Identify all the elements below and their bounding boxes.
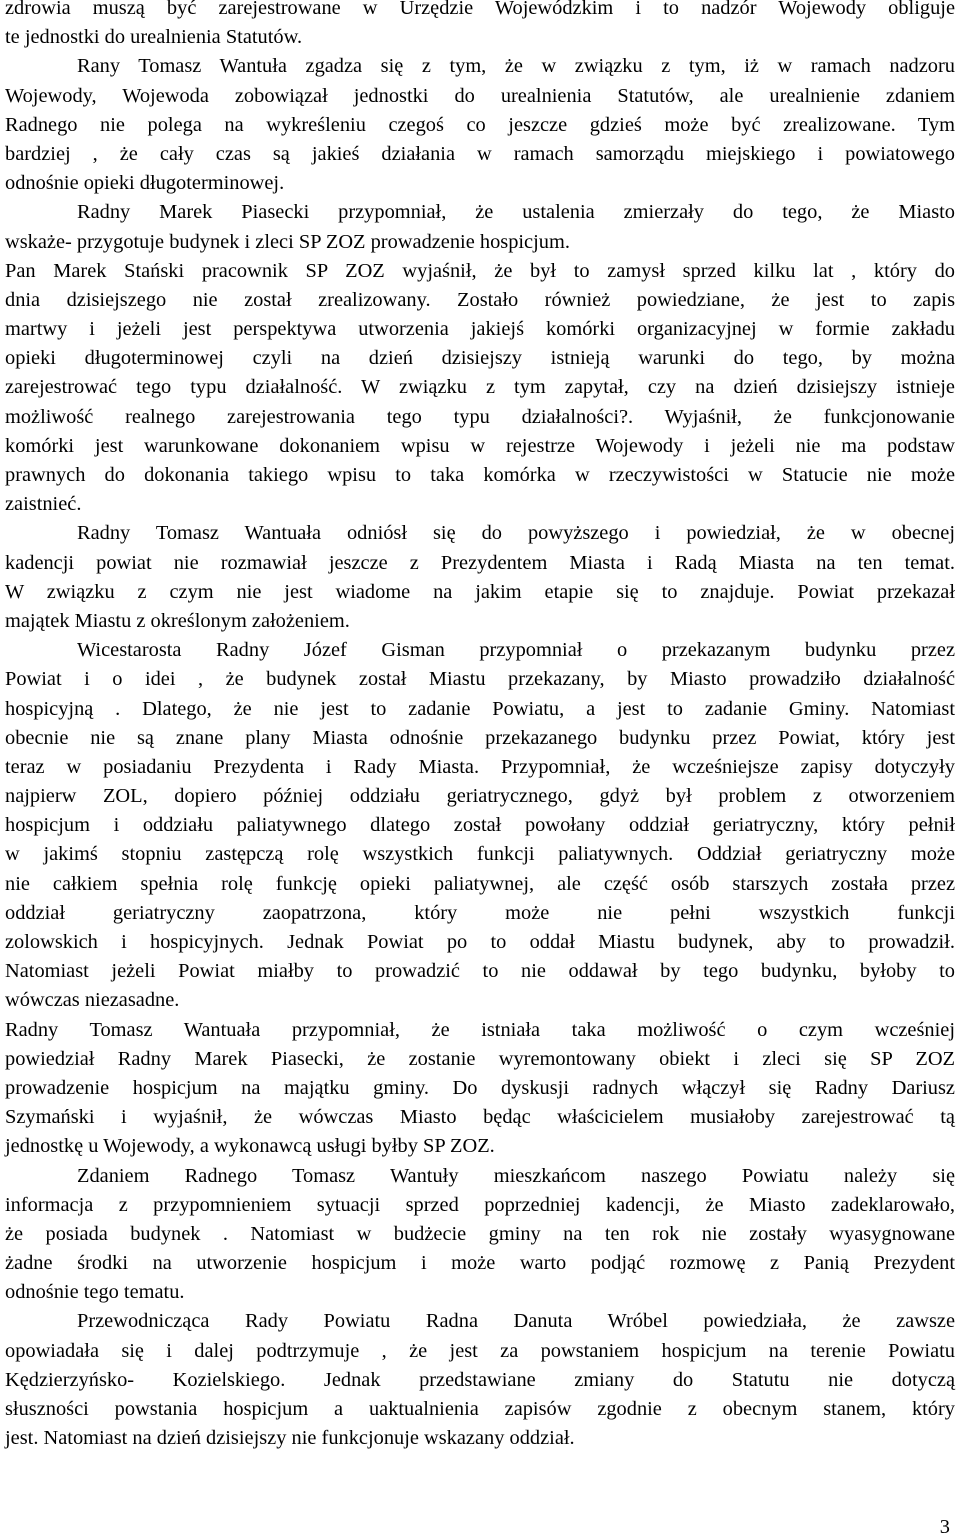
text-line: Natomiast jeżeli Powiat miałby to prowadzić to nie oddawał by tego budynku, byłoby to [5, 960, 955, 983]
text-line: W związku z czym nie jest wiadome na jakim etapie się to znajduje. Powiat przekazał [5, 580, 955, 603]
text-line: Szymański i wyjaśnił, że wówczas Miasto będąc właścicielem musiałoby zarejestrować tą [5, 1106, 955, 1129]
document-page [5, 0, 955, 1537]
document-body [5, 0, 955, 1453]
text-line: teraz w posiadaniu Prezydenta i Rady Miasta. Przypomniał, że wcześniejsze zapisy dotyczyły [5, 755, 955, 778]
text-line: martwy i jeżeli jest perspektywa utworzenia jakiejś komórki organizacyjnej w formie zakładu [5, 318, 955, 341]
text-line: Kędzierzyńsko- Kozielskiego. Jednak przedstawiane zmiany do Statutu nie dotyczą [5, 1368, 955, 1391]
text-line: te jednostki do urealnienia Statutów. [5, 26, 303, 49]
page-number: 3 [939, 1516, 950, 1538]
text-line: Radnego nie polega na wykreśleniu czegoś co jeszcze gdzieś może być zrealizowane. Tym [5, 113, 955, 136]
text-line: opowiadała się i dalej podtrzymuje , że jest za powstaniem hospicjum na terenie Powiatu [5, 1339, 955, 1362]
text-line: najpierw ZOL, dopiero później oddziału geriatrycznego, gdyż był problem z otworzeniem [5, 785, 955, 808]
text-line: komórki jest warunkowane dokonaniem wpisu w rejestrze Wojewody i jeżeli nie ma podstaw [5, 434, 955, 457]
text-line: odnośnie tego tematu. [5, 1281, 185, 1304]
text-line: wówczas niezasadne. [5, 989, 180, 1012]
text-line: Wicestarosta Radny Józef Gisman przypomniał o przekazanym budynku przez [77, 639, 955, 662]
text-line: że posiada budynek . Natomiast w budżecie gminy na ten rok nie zostały wyasygnowane [5, 1222, 955, 1245]
text-line: nie całkiem spełnia rolę funkcję opieki paliatywnej, ale część osób starszych została przez [5, 872, 955, 895]
text-line: informacja z przypomnieniem sytuacji sprzed poprzedniej kadencji, że Miasto zadeklarowało, [5, 1193, 955, 1216]
text-line: możliwość realnego zarejestrowania tego typu działalności?. Wyjaśnił, że funkcjonowanie [5, 405, 955, 428]
text-line: Pan Marek Stański pracownik SP ZOZ wyjaśnił, że był to zamysł sprzed kilku lat , który do [5, 259, 955, 282]
text-line: Rany Tomasz Wantuła zgadza się z tym, że w związku z tym, iż w ramach nadzoru [77, 55, 955, 78]
text-line: obecnie nie są znane plany Miasta odnośnie przekazanego budynku przez Powiat, który jest [5, 726, 955, 749]
text-line: żadne środki na utworzenie hospicjum i może warto podjąć rozmowę z Panią Prezydent [5, 1252, 955, 1275]
text-line: prowadzenie hospicjum na majątku gminy. Do dyskusji radnych włączył się Radny Dariusz [5, 1076, 955, 1099]
text-line: zaistnieć. [5, 493, 82, 516]
text-line: Radny Tomasz Wantuała odniósł się do powyższego i powiedział, że w obecnej [77, 522, 955, 545]
text-line: jednostkę u Wojewody, a wykonawcą usługi byłby SP ZOZ. [5, 1135, 495, 1158]
text-line: bardziej , że cały czas są jakieś działania w ramach samorządu miejskiego i powiatowego [5, 142, 955, 165]
text-line: zolowskich i hospicyjnych. Jednak Powiat po to oddał Miastu budynek, aby to prowadził. [5, 931, 955, 953]
text-line: Powiat i o idei , że budynek został Miastu przekazany, by Miasto prowadziło działalność [5, 668, 955, 691]
text-line: opieki długoterminowej czyli na dzień dzisiejszy istnieją warunki do tego, by można [5, 347, 955, 370]
text-line: hospicjum i oddziału paliatywnego dlatego został powołany oddział geriatryczny, który pełnił [5, 814, 955, 837]
text-line: jest. Natomiast na dzień dzisiejszy nie funkcjonuje wskazany oddział. [5, 1427, 575, 1450]
text-line: prawnych do dokonania takiego wpisu to taka komórka w rzeczywistości w Statucie nie może [5, 464, 955, 486]
text-line: hospicyjną . Dlatego, że nie jest to zadanie Powiatu, a jest to zadanie Gminy. Natomiast [5, 697, 955, 720]
text-line: Radny Tomasz Wantuała przypomniał, że istniała taka możliwość o czym wcześniej [5, 1018, 955, 1041]
text-line: Wojewody, Wojewoda zobowiązał jednostki do urealnienia Statutów, ale urealnienie zdaniem [5, 84, 955, 107]
text-line: w jakimś stopniu zastępczą rolę wszystkich funkcji paliatywnych. Oddział geriatryczny może [5, 843, 955, 866]
text-line: majątek Miastu z określonym założeniem. [5, 609, 350, 632]
text-line: oddział geriatryczny zaopatrzona, który może nie pełni wszystkich funkcji [5, 901, 955, 924]
text-line: zarejestrować tego typu działalność. W związku z tym zapytał, czy na dzień dzisiejszy istnieje [5, 376, 955, 399]
text-line: Radny Marek Piasecki przypomniał, że ustalenia zmierzały do tego, że Miasto [77, 201, 955, 224]
text-line: Zdaniem Radnego Tomasz Wantuły mieszkańcom naszego Powiatu należy się [77, 1164, 955, 1187]
text-line: odnośnie opieki długoterminowej. [5, 172, 285, 195]
text-line: słuszności powstania hospicjum a uaktualnienia zapisów zgodnie z obecnym stanem, który [5, 1398, 955, 1420]
text-line: wskaże- przygotuje budynek i zleci SP ZOZ prowadzenie hospicjum. [5, 230, 570, 253]
text-line: kadencji powiat nie rozmawiał jeszcze z Prezydentem Miasta i Radą Miasta na ten temat. [5, 551, 955, 574]
text-line: zdrowia muszą być zarejestrowane w Urzędzie Wojewódzkim i to nadzór Wojewody obliguje [5, 0, 955, 19]
text-line: Przewodnicząca Rady Powiatu Radna Danuta Wróbel powiedziała, że zawsze [77, 1310, 955, 1333]
text-line: powiedział Radny Marek Piasecki, że zostanie wyremontowany obiekt i zleci się SP ZOZ [5, 1047, 955, 1070]
text-line: dnia dzisiejszego nie został zrealizowany. Zostało również powiedziane, że jest to zapis [5, 288, 955, 311]
